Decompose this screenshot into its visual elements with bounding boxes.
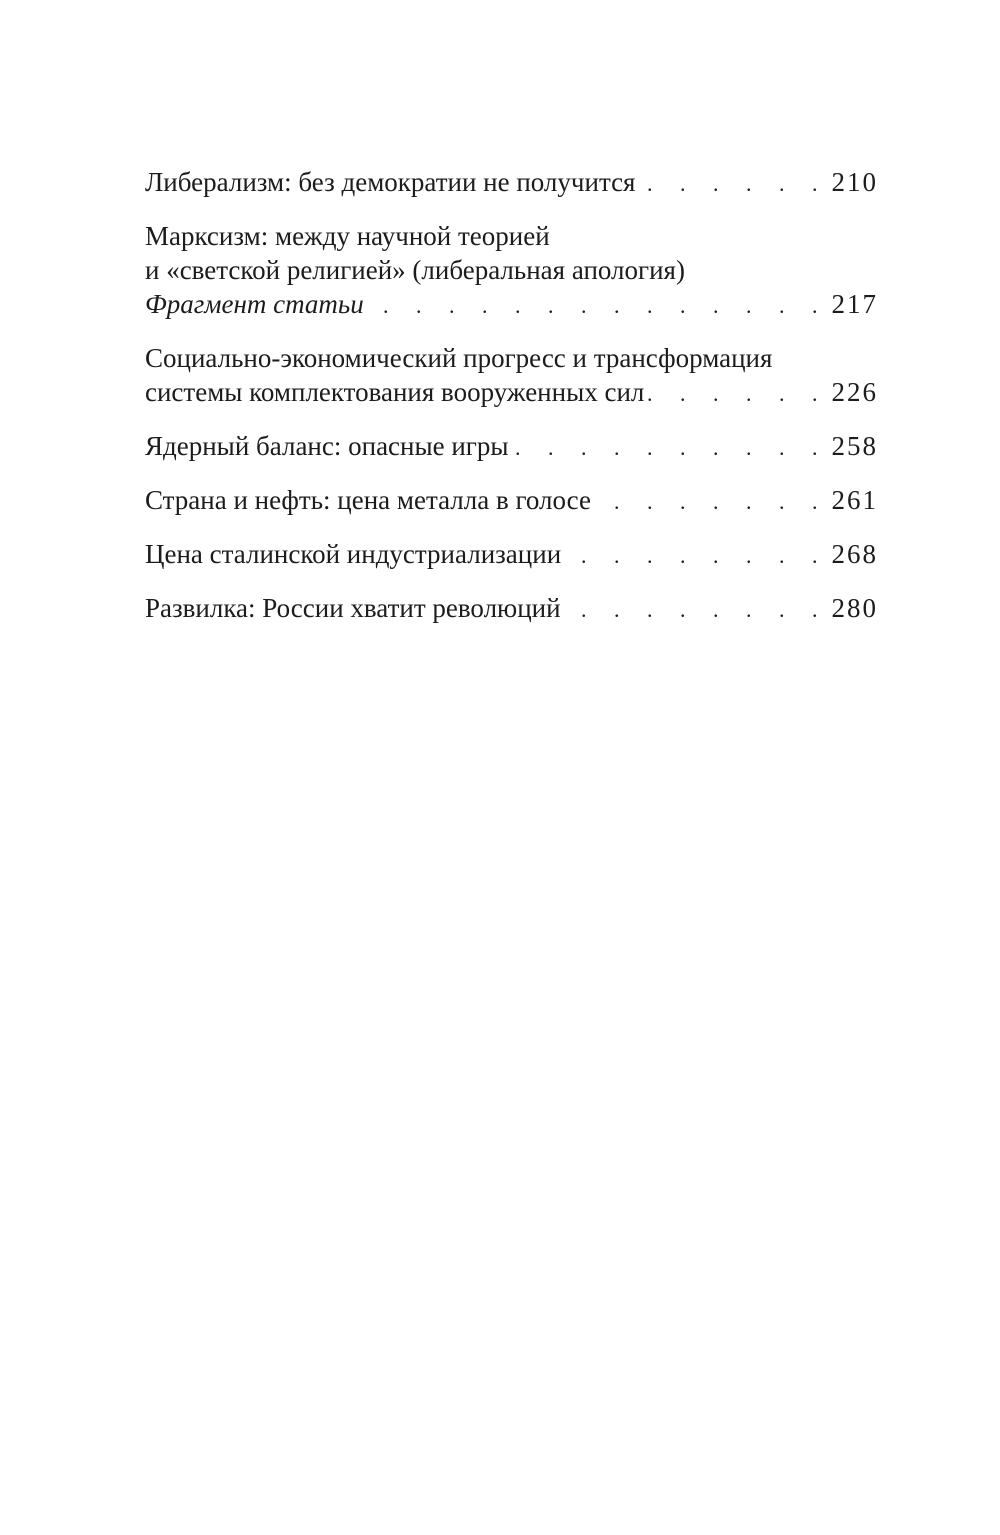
- toc-entry-title: Развилка: России хватит революций: [145, 593, 561, 623]
- toc-entry: [145, 219, 878, 323]
- toc-entry-line: [145, 483, 878, 519]
- toc-entry: [145, 483, 878, 519]
- toc-page-number: 210: [831, 167, 878, 197]
- toc-entry: [145, 429, 878, 465]
- toc-page-number: 280: [831, 593, 878, 623]
- toc-entry-title: Цена сталинской индустриализации: [145, 539, 562, 569]
- leader-dots: [644, 375, 831, 411]
- toc-entry-line: [145, 287, 878, 323]
- leader-dots: [561, 537, 831, 573]
- toc-entry: [145, 591, 878, 627]
- toc-entry-title: Ядерный баланс: опасные игры: [145, 431, 509, 461]
- leader-dots: [509, 429, 832, 465]
- toc-entry-title-line: и «светской религией» (либеральная апология): [145, 255, 685, 285]
- toc-entry-line: [145, 375, 878, 411]
- toc-entry-title-line: Марксизм: между научной теорией: [145, 221, 550, 251]
- toc-entry-subtitle: Фрагмент статьи: [145, 289, 364, 319]
- leader-dots: [364, 287, 832, 323]
- toc-entry-line: [145, 591, 878, 627]
- toc-entry-line: [145, 429, 878, 465]
- toc-entry: [145, 341, 878, 411]
- toc-entry-line: [145, 165, 878, 201]
- toc-page-number: 217: [831, 289, 878, 319]
- table-of-contents: [145, 165, 878, 645]
- leader-dots: [635, 165, 831, 201]
- toc-page-number: 258: [831, 431, 878, 461]
- toc-page-number: 261: [831, 485, 878, 515]
- toc-page-number: 268: [831, 539, 878, 569]
- toc-entry: [145, 165, 878, 201]
- toc-entry-title: системы комплектования вооруженных сил: [145, 377, 645, 407]
- toc-page-number: 226: [831, 377, 878, 407]
- toc-entry-title: Страна и нефть: цена металла в голосе: [145, 485, 591, 515]
- toc-entry-line: [145, 537, 878, 573]
- toc-entry-title: Либерализм: без демократии не получится: [145, 167, 636, 197]
- toc-entry-title-line: Социально-экономический прогресс и трансформация: [145, 343, 773, 373]
- toc-entry: [145, 537, 878, 573]
- leader-dots: [561, 591, 832, 627]
- leader-dots: [591, 483, 832, 519]
